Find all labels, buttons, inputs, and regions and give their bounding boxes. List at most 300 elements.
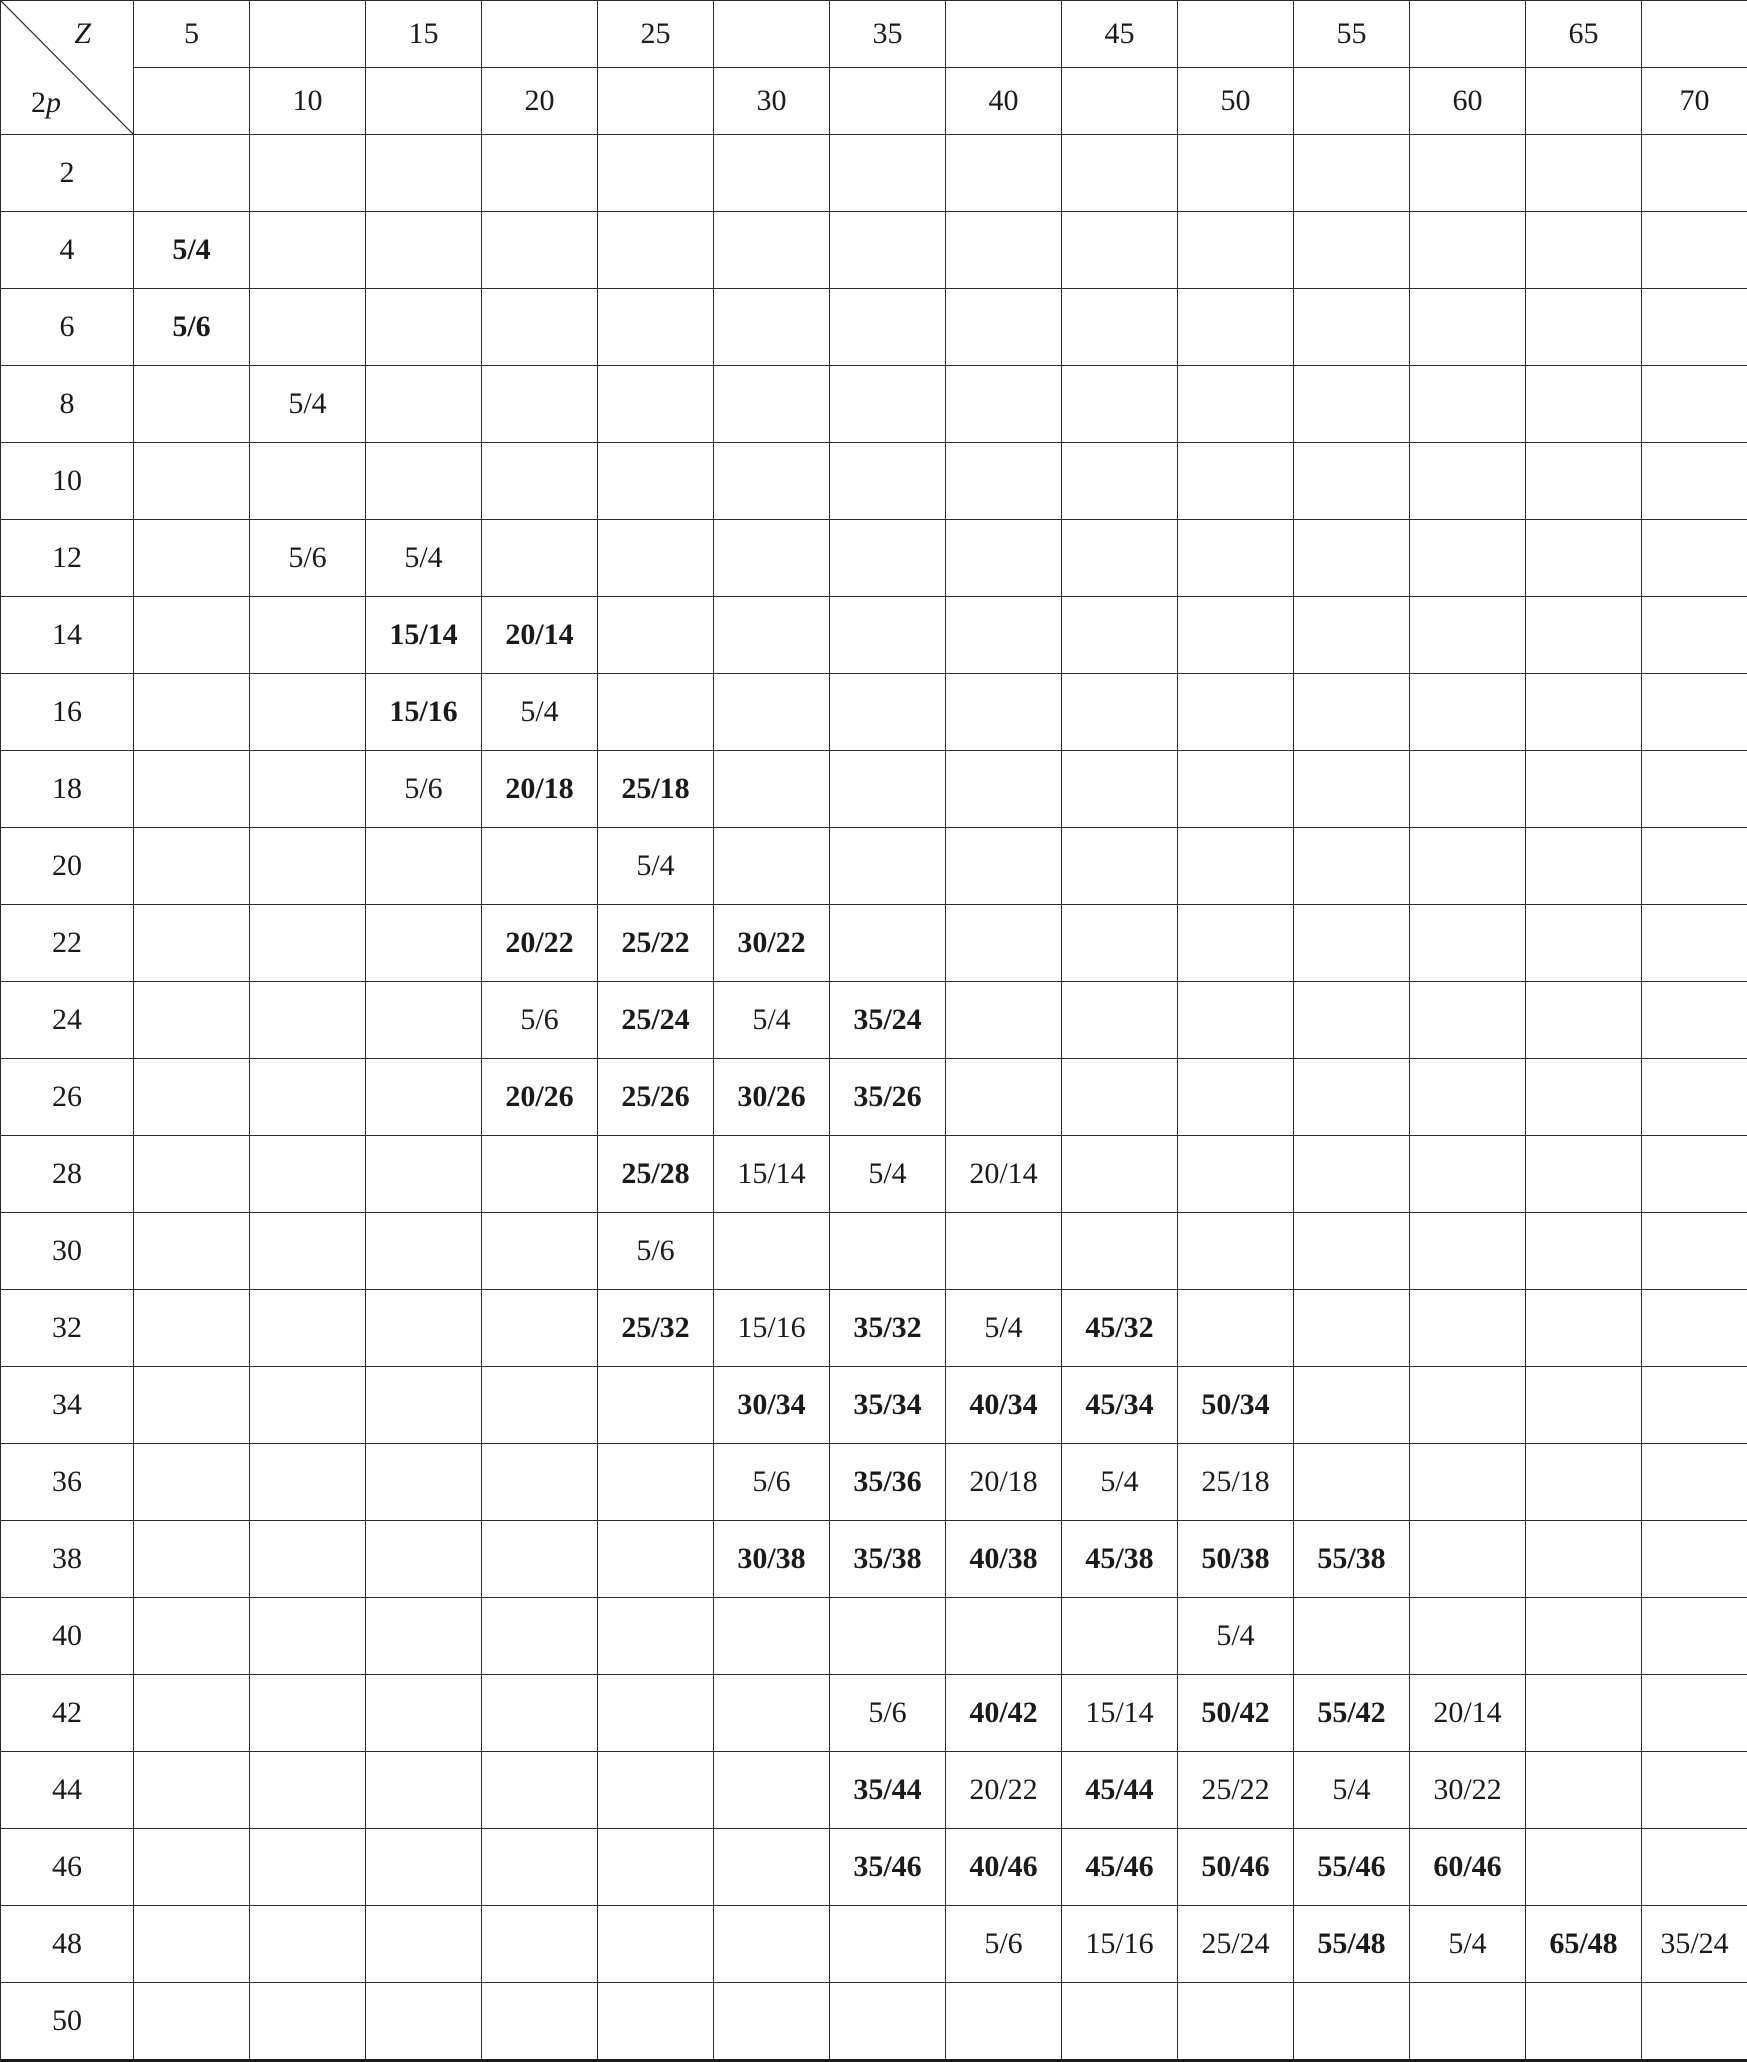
ratio-cell bbox=[714, 135, 830, 212]
ratio-cell bbox=[1410, 135, 1526, 212]
ratio-cell: 20/14 bbox=[482, 597, 598, 674]
ratio-cell bbox=[598, 1367, 714, 1444]
ratio-cell bbox=[598, 1829, 714, 1906]
ratio-cell bbox=[1526, 1675, 1642, 1752]
ratio-cell bbox=[1642, 1598, 1747, 1675]
ratio-cell bbox=[1410, 982, 1526, 1059]
table-row bbox=[1, 366, 1747, 443]
ratio-cell: 5/6 bbox=[714, 1444, 830, 1521]
ratio-cell bbox=[1294, 982, 1410, 1059]
ratio-cell bbox=[830, 1213, 946, 1290]
table-row bbox=[1, 443, 1747, 520]
ratio-cell: 30/26 bbox=[714, 1059, 830, 1136]
pole-count-cell: 42 bbox=[1, 1675, 134, 1752]
ratio-cell bbox=[482, 828, 598, 905]
ratio-cell bbox=[482, 289, 598, 366]
ratio-cell bbox=[946, 905, 1062, 982]
z-header-bottom bbox=[1526, 68, 1642, 135]
ratio-cell bbox=[134, 1367, 250, 1444]
ratio-cell bbox=[1294, 1444, 1410, 1521]
ratio-cell: 55/42 bbox=[1294, 1675, 1410, 1752]
ratio-cell bbox=[482, 1983, 598, 2061]
ratio-cell bbox=[1178, 1213, 1294, 1290]
ratio-cell bbox=[1410, 1290, 1526, 1367]
ratio-cell bbox=[134, 982, 250, 1059]
z-header-top: 55 bbox=[1294, 1, 1410, 68]
ratio-cell: 35/34 bbox=[830, 1367, 946, 1444]
pole-count-cell: 6 bbox=[1, 289, 134, 366]
ratio-cell: 35/36 bbox=[830, 1444, 946, 1521]
ratio-cell: 55/48 bbox=[1294, 1906, 1410, 1983]
ratio-cell bbox=[1294, 366, 1410, 443]
pole-count-cell: 28 bbox=[1, 1136, 134, 1213]
ratio-cell bbox=[1294, 289, 1410, 366]
ratio-cell bbox=[482, 1752, 598, 1829]
ratio-cell bbox=[1642, 1444, 1747, 1521]
ratio-cell: 20/18 bbox=[946, 1444, 1062, 1521]
ratio-cell bbox=[1410, 1213, 1526, 1290]
ratio-cell bbox=[946, 1213, 1062, 1290]
ratio-cell: 15/14 bbox=[1062, 1675, 1178, 1752]
ratio-cell bbox=[598, 212, 714, 289]
pole-count-cell: 12 bbox=[1, 520, 134, 597]
ratio-cell bbox=[1410, 1059, 1526, 1136]
ratio-cell: 5/4 bbox=[1178, 1598, 1294, 1675]
ratio-cell: 35/44 bbox=[830, 1752, 946, 1829]
ratio-cell bbox=[1642, 751, 1747, 828]
ratio-cell bbox=[250, 1829, 366, 1906]
ratio-cell bbox=[1410, 1521, 1526, 1598]
ratio-cell bbox=[1062, 905, 1178, 982]
ratio-cell bbox=[1526, 1444, 1642, 1521]
ratio-cell: 5/6 bbox=[366, 751, 482, 828]
ratio-cell bbox=[1642, 982, 1747, 1059]
ratio-cell bbox=[1062, 1059, 1178, 1136]
ratio-cell bbox=[1526, 1521, 1642, 1598]
ratio-cell bbox=[1526, 982, 1642, 1059]
ratio-cell bbox=[1294, 1983, 1410, 2061]
ratio-cell bbox=[366, 366, 482, 443]
z-header-bottom: 30 bbox=[714, 68, 830, 135]
table-row bbox=[1, 1444, 1747, 1521]
ratio-cell bbox=[482, 1829, 598, 1906]
ratio-cell bbox=[250, 1059, 366, 1136]
ratio-cell bbox=[1642, 674, 1747, 751]
ratio-cell bbox=[830, 443, 946, 520]
ratio-cell bbox=[1526, 443, 1642, 520]
ratio-cell: 45/38 bbox=[1062, 1521, 1178, 1598]
ratio-cell bbox=[250, 212, 366, 289]
ratio-cell bbox=[830, 212, 946, 289]
ratio-cell: 5/4 bbox=[1062, 1444, 1178, 1521]
ratio-cell bbox=[366, 1752, 482, 1829]
ratio-cell bbox=[366, 1290, 482, 1367]
ratio-cell: 5/4 bbox=[134, 212, 250, 289]
ratio-cell bbox=[1410, 1598, 1526, 1675]
ratio-cell: 35/24 bbox=[830, 982, 946, 1059]
table-row bbox=[1, 1367, 1747, 1444]
ratio-cell bbox=[1062, 674, 1178, 751]
ratio-cell bbox=[134, 1829, 250, 1906]
ratio-cell: 25/22 bbox=[1178, 1752, 1294, 1829]
ratio-cell bbox=[366, 1829, 482, 1906]
pole-count-cell: 10 bbox=[1, 443, 134, 520]
ratio-cell bbox=[598, 1675, 714, 1752]
ratio-cell: 25/24 bbox=[1178, 1906, 1294, 1983]
ratio-cell bbox=[134, 443, 250, 520]
ratio-cell bbox=[1178, 520, 1294, 597]
ratio-cell bbox=[1526, 212, 1642, 289]
ratio-cell bbox=[1178, 828, 1294, 905]
ratio-cell bbox=[366, 1059, 482, 1136]
ratio-cell bbox=[1526, 674, 1642, 751]
ratio-cell bbox=[1526, 1213, 1642, 1290]
ratio-cell: 25/18 bbox=[598, 751, 714, 828]
ratio-cell bbox=[250, 982, 366, 1059]
ratio-cell bbox=[946, 212, 1062, 289]
ratio-cell bbox=[1062, 135, 1178, 212]
pole-count-cell: 18 bbox=[1, 751, 134, 828]
ratio-cell: 45/32 bbox=[1062, 1290, 1178, 1367]
ratio-cell bbox=[714, 366, 830, 443]
ratio-cell bbox=[598, 674, 714, 751]
ratio-cell: 35/46 bbox=[830, 1829, 946, 1906]
ratio-cell bbox=[1410, 828, 1526, 905]
ratio-cell bbox=[946, 520, 1062, 597]
ratio-cell: 40/46 bbox=[946, 1829, 1062, 1906]
ratio-cell bbox=[482, 1136, 598, 1213]
pole-count-cell: 26 bbox=[1, 1059, 134, 1136]
ratio-cell bbox=[714, 1829, 830, 1906]
ratio-cell: 30/22 bbox=[714, 905, 830, 982]
ratio-cell bbox=[134, 1444, 250, 1521]
ratio-cell: 5/6 bbox=[250, 520, 366, 597]
z-header-bottom bbox=[366, 68, 482, 135]
ratio-cell bbox=[134, 1521, 250, 1598]
ratio-cell bbox=[366, 1136, 482, 1213]
pole-count-cell: 8 bbox=[1, 366, 134, 443]
ratio-cell: 30/38 bbox=[714, 1521, 830, 1598]
ratio-cell bbox=[830, 597, 946, 674]
z-axis-label: Z bbox=[74, 17, 91, 51]
ratio-cell bbox=[366, 982, 482, 1059]
ratio-cell bbox=[946, 828, 1062, 905]
ratio-cell bbox=[1642, 1059, 1747, 1136]
ratio-cell bbox=[830, 1906, 946, 1983]
ratio-cell bbox=[482, 366, 598, 443]
ratio-cell bbox=[598, 289, 714, 366]
ratio-cell bbox=[714, 1983, 830, 2061]
ratio-cell bbox=[1642, 1213, 1747, 1290]
ratio-cell bbox=[482, 520, 598, 597]
ratio-cell: 50/46 bbox=[1178, 1829, 1294, 1906]
ratio-cell bbox=[1062, 982, 1178, 1059]
ratio-cell: 25/26 bbox=[598, 1059, 714, 1136]
ratio-cell: 5/4 bbox=[946, 1290, 1062, 1367]
z-header-bottom bbox=[830, 68, 946, 135]
ratio-cell bbox=[1178, 597, 1294, 674]
ratio-cell bbox=[250, 1367, 366, 1444]
ratio-cell bbox=[250, 1906, 366, 1983]
ratio-cell bbox=[250, 1983, 366, 2061]
ratio-cell bbox=[1642, 905, 1747, 982]
ratio-cell bbox=[714, 674, 830, 751]
ratio-cell bbox=[134, 520, 250, 597]
ratio-cell bbox=[1642, 1675, 1747, 1752]
ratio-cell bbox=[830, 828, 946, 905]
pole-count-cell: 34 bbox=[1, 1367, 134, 1444]
ratio-cell bbox=[366, 289, 482, 366]
ratio-cell bbox=[250, 443, 366, 520]
ratio-cell bbox=[366, 1213, 482, 1290]
ratio-cell bbox=[1178, 135, 1294, 212]
ratio-cell bbox=[1294, 674, 1410, 751]
pole-count-cell: 32 bbox=[1, 1290, 134, 1367]
ratio-cell bbox=[1526, 520, 1642, 597]
ratio-cell bbox=[1526, 751, 1642, 828]
ratio-cell: 20/22 bbox=[482, 905, 598, 982]
ratio-cell: 45/34 bbox=[1062, 1367, 1178, 1444]
ratio-cell bbox=[1410, 212, 1526, 289]
ratio-cell bbox=[366, 1444, 482, 1521]
ratio-cell bbox=[1526, 289, 1642, 366]
ratio-cell: 20/14 bbox=[946, 1136, 1062, 1213]
ratio-cell: 25/24 bbox=[598, 982, 714, 1059]
ratio-cell bbox=[714, 597, 830, 674]
ratio-cell bbox=[1642, 1829, 1747, 1906]
pole-count-cell: 20 bbox=[1, 828, 134, 905]
ratio-cell bbox=[1294, 1059, 1410, 1136]
ratio-cell: 5/6 bbox=[830, 1675, 946, 1752]
ratio-cell bbox=[1526, 905, 1642, 982]
ratio-cell bbox=[1294, 1290, 1410, 1367]
ratio-cell: 45/44 bbox=[1062, 1752, 1178, 1829]
ratio-cell bbox=[250, 1521, 366, 1598]
ratio-cell bbox=[1062, 1136, 1178, 1213]
ratio-cell bbox=[598, 1521, 714, 1598]
ratio-cell bbox=[250, 135, 366, 212]
z-header-bottom: 70 bbox=[1642, 68, 1747, 135]
pole-count-cell: 22 bbox=[1, 905, 134, 982]
z-header-top: 45 bbox=[1062, 1, 1178, 68]
ratio-cell bbox=[1294, 443, 1410, 520]
z-header-top: 5 bbox=[134, 1, 250, 68]
pole-count-cell: 44 bbox=[1, 1752, 134, 1829]
ratio-cell bbox=[482, 1598, 598, 1675]
pole-count-cell: 16 bbox=[1, 674, 134, 751]
ratio-cell bbox=[482, 1444, 598, 1521]
z-header-bottom: 40 bbox=[946, 68, 1062, 135]
ratio-cell: 15/16 bbox=[366, 674, 482, 751]
ratio-cell bbox=[714, 1675, 830, 1752]
ratio-cell bbox=[134, 1213, 250, 1290]
table-row bbox=[1, 1829, 1747, 1906]
ratio-cell: 40/34 bbox=[946, 1367, 1062, 1444]
ratio-cell bbox=[1526, 597, 1642, 674]
table-row bbox=[1, 135, 1747, 212]
ratio-cell bbox=[1410, 751, 1526, 828]
ratio-cell: 5/4 bbox=[1294, 1752, 1410, 1829]
ratio-cell bbox=[134, 1752, 250, 1829]
ratio-cell: 5/4 bbox=[366, 520, 482, 597]
ratio-cell: 5/6 bbox=[946, 1906, 1062, 1983]
ratio-cell: 20/22 bbox=[946, 1752, 1062, 1829]
ratio-cell: 15/14 bbox=[366, 597, 482, 674]
z-header-top: 15 bbox=[366, 1, 482, 68]
z-header-bottom bbox=[598, 68, 714, 135]
ratio-cell bbox=[598, 1752, 714, 1829]
ratio-cell bbox=[1062, 1598, 1178, 1675]
ratio-cell bbox=[1178, 289, 1294, 366]
ratio-cell bbox=[134, 135, 250, 212]
ratio-cell bbox=[482, 1521, 598, 1598]
ratio-cell bbox=[1062, 366, 1178, 443]
ratio-cell bbox=[1062, 1983, 1178, 2061]
ratio-cell bbox=[1526, 1059, 1642, 1136]
diagonal-divider bbox=[1, 1, 133, 134]
table-row bbox=[1, 828, 1747, 905]
ratio-cell bbox=[250, 1598, 366, 1675]
pole-count-cell: 46 bbox=[1, 1829, 134, 1906]
ratio-cell bbox=[946, 674, 1062, 751]
ratio-cell bbox=[482, 1213, 598, 1290]
table-row bbox=[1, 674, 1747, 751]
ratio-cell bbox=[1178, 443, 1294, 520]
ratio-cell bbox=[1410, 366, 1526, 443]
ratio-cell bbox=[946, 751, 1062, 828]
table-row bbox=[1, 1059, 1747, 1136]
pole-count-cell: 50 bbox=[1, 1983, 134, 2061]
pole-count-cell: 48 bbox=[1, 1906, 134, 1983]
ratio-cell bbox=[598, 1598, 714, 1675]
ratio-cell bbox=[250, 1290, 366, 1367]
table-row bbox=[1, 289, 1747, 366]
ratio-cell: 40/42 bbox=[946, 1675, 1062, 1752]
ratio-cell: 30/22 bbox=[1410, 1752, 1526, 1829]
pole-count-cell: 36 bbox=[1, 1444, 134, 1521]
ratio-cell bbox=[1410, 1367, 1526, 1444]
ratio-cell bbox=[134, 1598, 250, 1675]
ratio-cell bbox=[1642, 1752, 1747, 1829]
ratio-cell bbox=[714, 443, 830, 520]
ratio-cell bbox=[1294, 1598, 1410, 1675]
ratio-cell: 35/24 bbox=[1642, 1906, 1747, 1983]
ratio-cell bbox=[1526, 1290, 1642, 1367]
ratio-cell: 15/16 bbox=[714, 1290, 830, 1367]
ratio-cell bbox=[1410, 520, 1526, 597]
ratio-cell bbox=[1294, 751, 1410, 828]
ratio-cell bbox=[1642, 1521, 1747, 1598]
ratio-cell bbox=[830, 135, 946, 212]
ratio-cell bbox=[1294, 1213, 1410, 1290]
ratio-cell bbox=[134, 1059, 250, 1136]
table-row bbox=[1, 520, 1747, 597]
ratio-cell: 5/4 bbox=[1410, 1906, 1526, 1983]
ratio-cell bbox=[250, 1444, 366, 1521]
ratio-cell bbox=[1178, 905, 1294, 982]
ratio-cell bbox=[1178, 366, 1294, 443]
ratio-cell bbox=[250, 1752, 366, 1829]
ratio-cell bbox=[250, 289, 366, 366]
ratio-cell bbox=[482, 135, 598, 212]
z-header-top bbox=[250, 1, 366, 68]
ratio-cell bbox=[482, 443, 598, 520]
ratio-cell bbox=[1410, 1444, 1526, 1521]
pole-count-cell: 2 bbox=[1, 135, 134, 212]
ratio-cell bbox=[134, 751, 250, 828]
ratio-cell bbox=[714, 1598, 830, 1675]
ratio-cell bbox=[1062, 289, 1178, 366]
ratio-cell bbox=[482, 212, 598, 289]
ratio-cell bbox=[366, 905, 482, 982]
ratio-cell: 50/38 bbox=[1178, 1521, 1294, 1598]
ratio-cell bbox=[946, 1598, 1062, 1675]
z-header-top bbox=[1642, 1, 1747, 68]
ratio-cell bbox=[1526, 366, 1642, 443]
ratio-cell bbox=[946, 1059, 1062, 1136]
ratio-cell bbox=[482, 1290, 598, 1367]
ratio-cell bbox=[1526, 1752, 1642, 1829]
ratio-cell bbox=[1178, 1290, 1294, 1367]
ratio-cell bbox=[366, 828, 482, 905]
z-header-top: 35 bbox=[830, 1, 946, 68]
ratio-cell bbox=[1178, 1136, 1294, 1213]
ratio-cell bbox=[598, 443, 714, 520]
table-row bbox=[1, 212, 1747, 289]
ratio-cell bbox=[1178, 1059, 1294, 1136]
ratio-cell bbox=[134, 366, 250, 443]
ratio-cell bbox=[1294, 597, 1410, 674]
ratio-cell bbox=[714, 212, 830, 289]
ratio-cell bbox=[1642, 212, 1747, 289]
ratio-cell bbox=[1642, 135, 1747, 212]
ratio-cell: 35/26 bbox=[830, 1059, 946, 1136]
ratio-cell bbox=[830, 1598, 946, 1675]
ratio-cell bbox=[1410, 674, 1526, 751]
ratio-cell bbox=[1178, 674, 1294, 751]
ratio-cell bbox=[1178, 751, 1294, 828]
ratio-cell bbox=[134, 1136, 250, 1213]
ratio-cell bbox=[598, 520, 714, 597]
ratio-cell bbox=[366, 1906, 482, 1983]
ratio-cell bbox=[598, 597, 714, 674]
ratio-cell bbox=[946, 1983, 1062, 2061]
ratio-cell bbox=[714, 751, 830, 828]
ratio-cell bbox=[1526, 1829, 1642, 1906]
table-row bbox=[1, 597, 1747, 674]
ratio-cell bbox=[1526, 1136, 1642, 1213]
ratio-cell: 20/14 bbox=[1410, 1675, 1526, 1752]
z-header-bottom bbox=[1294, 68, 1410, 135]
ratio-cell bbox=[134, 597, 250, 674]
ratio-cell: 40/38 bbox=[946, 1521, 1062, 1598]
ratio-cell: 5/6 bbox=[598, 1213, 714, 1290]
ratio-cell bbox=[250, 828, 366, 905]
ratio-cell: 5/4 bbox=[714, 982, 830, 1059]
ratio-cell bbox=[598, 135, 714, 212]
pole-count-cell: 14 bbox=[1, 597, 134, 674]
ratio-cell bbox=[1410, 443, 1526, 520]
z-header-bottom: 50 bbox=[1178, 68, 1294, 135]
table-row bbox=[1, 1983, 1747, 2061]
ratio-cell: 5/4 bbox=[830, 1136, 946, 1213]
ratio-cell bbox=[1294, 212, 1410, 289]
ratio-cell bbox=[1062, 443, 1178, 520]
pole-axis-label: 2p bbox=[31, 86, 61, 120]
ratio-cell bbox=[250, 1136, 366, 1213]
ratio-cell: 50/34 bbox=[1178, 1367, 1294, 1444]
z-header-top bbox=[482, 1, 598, 68]
